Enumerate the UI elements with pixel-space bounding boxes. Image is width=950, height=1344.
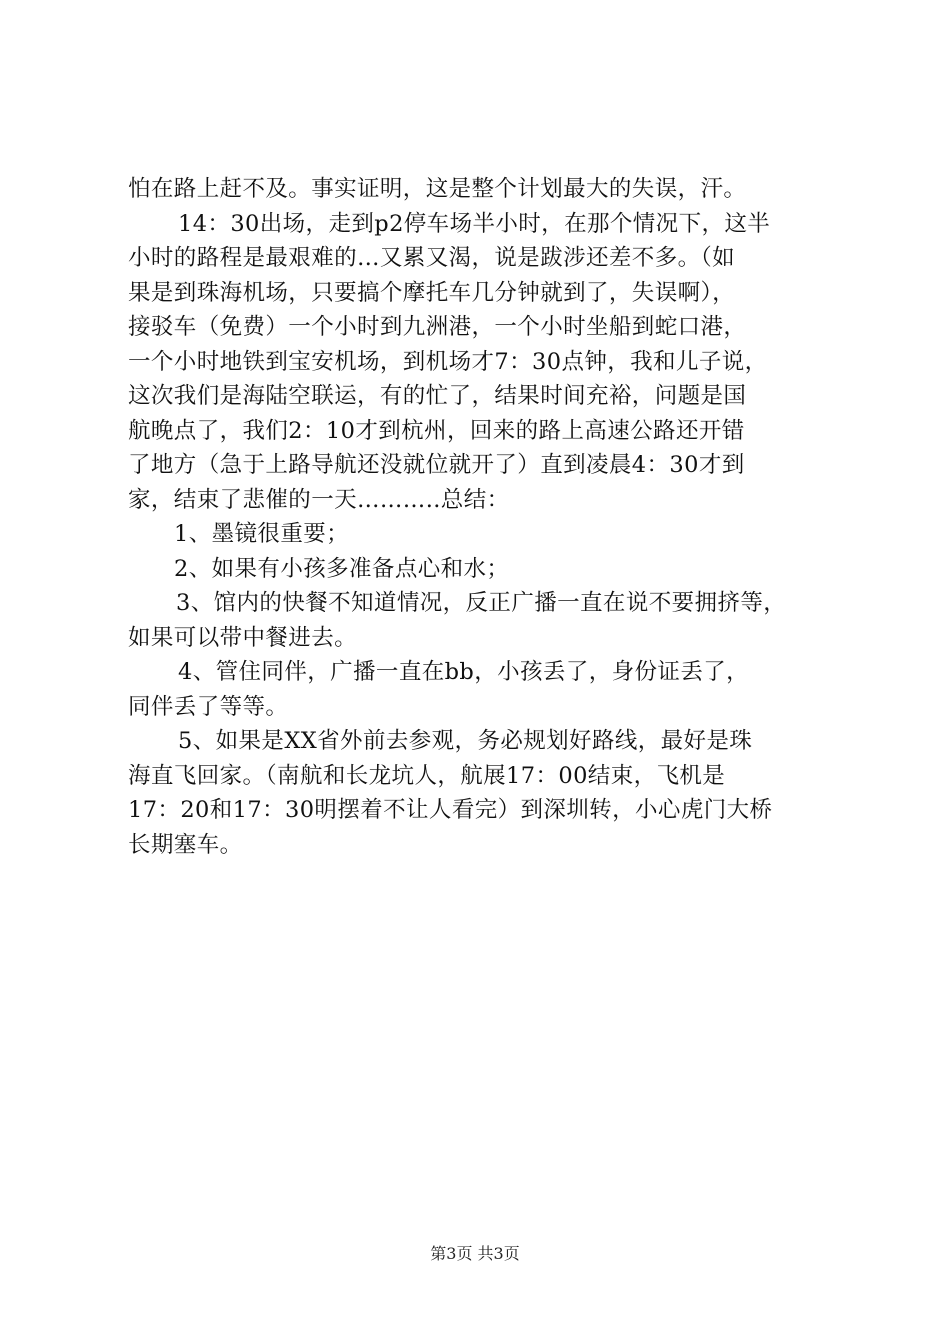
paragraph-line: 航晚点了，我们2：10才到杭州，回来的路上高速公路还开错 (128, 417, 745, 444)
summary-item-5-continued: 海直飞回家。（南航和长龙坑人，航展17：00结束，飞机是 (128, 762, 726, 789)
paragraph-line: 接驳车（免费）一个小时到九洲港，一个小时坐船到蛇口港， (128, 314, 747, 340)
paragraph-line: 这次我们是海陆空联运，有的忙了，结果时间充裕，问题是国 (128, 383, 747, 409)
paragraph-line: 14：30出场，走到p2停车场半小时，在那个情况下，这半 (178, 210, 771, 237)
summary-item-3-continued: 如果可以带中餐进去。 (128, 624, 358, 651)
paragraph-line: 了地方（急于上路导航还没就位就开了）直到凌晨4：30才到 (128, 452, 745, 478)
summary-item-5-continued: 17：20和17：30明摆着不让人看完）到深圳转，小心虎门大桥 (128, 797, 773, 823)
summary-item-3: 3、馆内的快餐不知道情况，反正广播一直在说不要拥挤等， (176, 590, 787, 616)
summary-item-4: 4、管住同伴，广播一直在bb，小孩丢了，身份证丢了， (178, 659, 750, 685)
summary-item-1: 1、墨镜很重要； (174, 521, 350, 547)
page-number-footer: 第3页 共3页 (430, 1244, 520, 1263)
summary-item-2: 2、如果有小孩多准备点心和水； (174, 555, 510, 582)
paragraph-line: 家，结束了悲催的一天………..总结： (128, 486, 510, 513)
paragraph-line: 果是到珠海机场，只要搞个摩托车几分钟就到了，失误啊）， (128, 279, 736, 306)
paragraph-line: 一个小时地铁到宝安机场，到机场才7：30点钟，我和儿子说， (128, 348, 768, 375)
summary-item-4-continued: 同伴丢了等等。 (128, 693, 289, 720)
summary-item-5-continued: 长期塞车。 (128, 831, 243, 858)
document-body (128, 172, 838, 862)
summary-item-5: 5、如果是XX省外前去参观，务必规划好路线，最好是珠 (178, 728, 753, 754)
paragraph-line: 怕在路上赶不及。事实证明，这是整个计划最大的失误，汗。 (128, 176, 747, 202)
paragraph-line: 小时的路程是最艰难的…又累又渴，说是跋涉还差不多。（如 (128, 245, 736, 271)
